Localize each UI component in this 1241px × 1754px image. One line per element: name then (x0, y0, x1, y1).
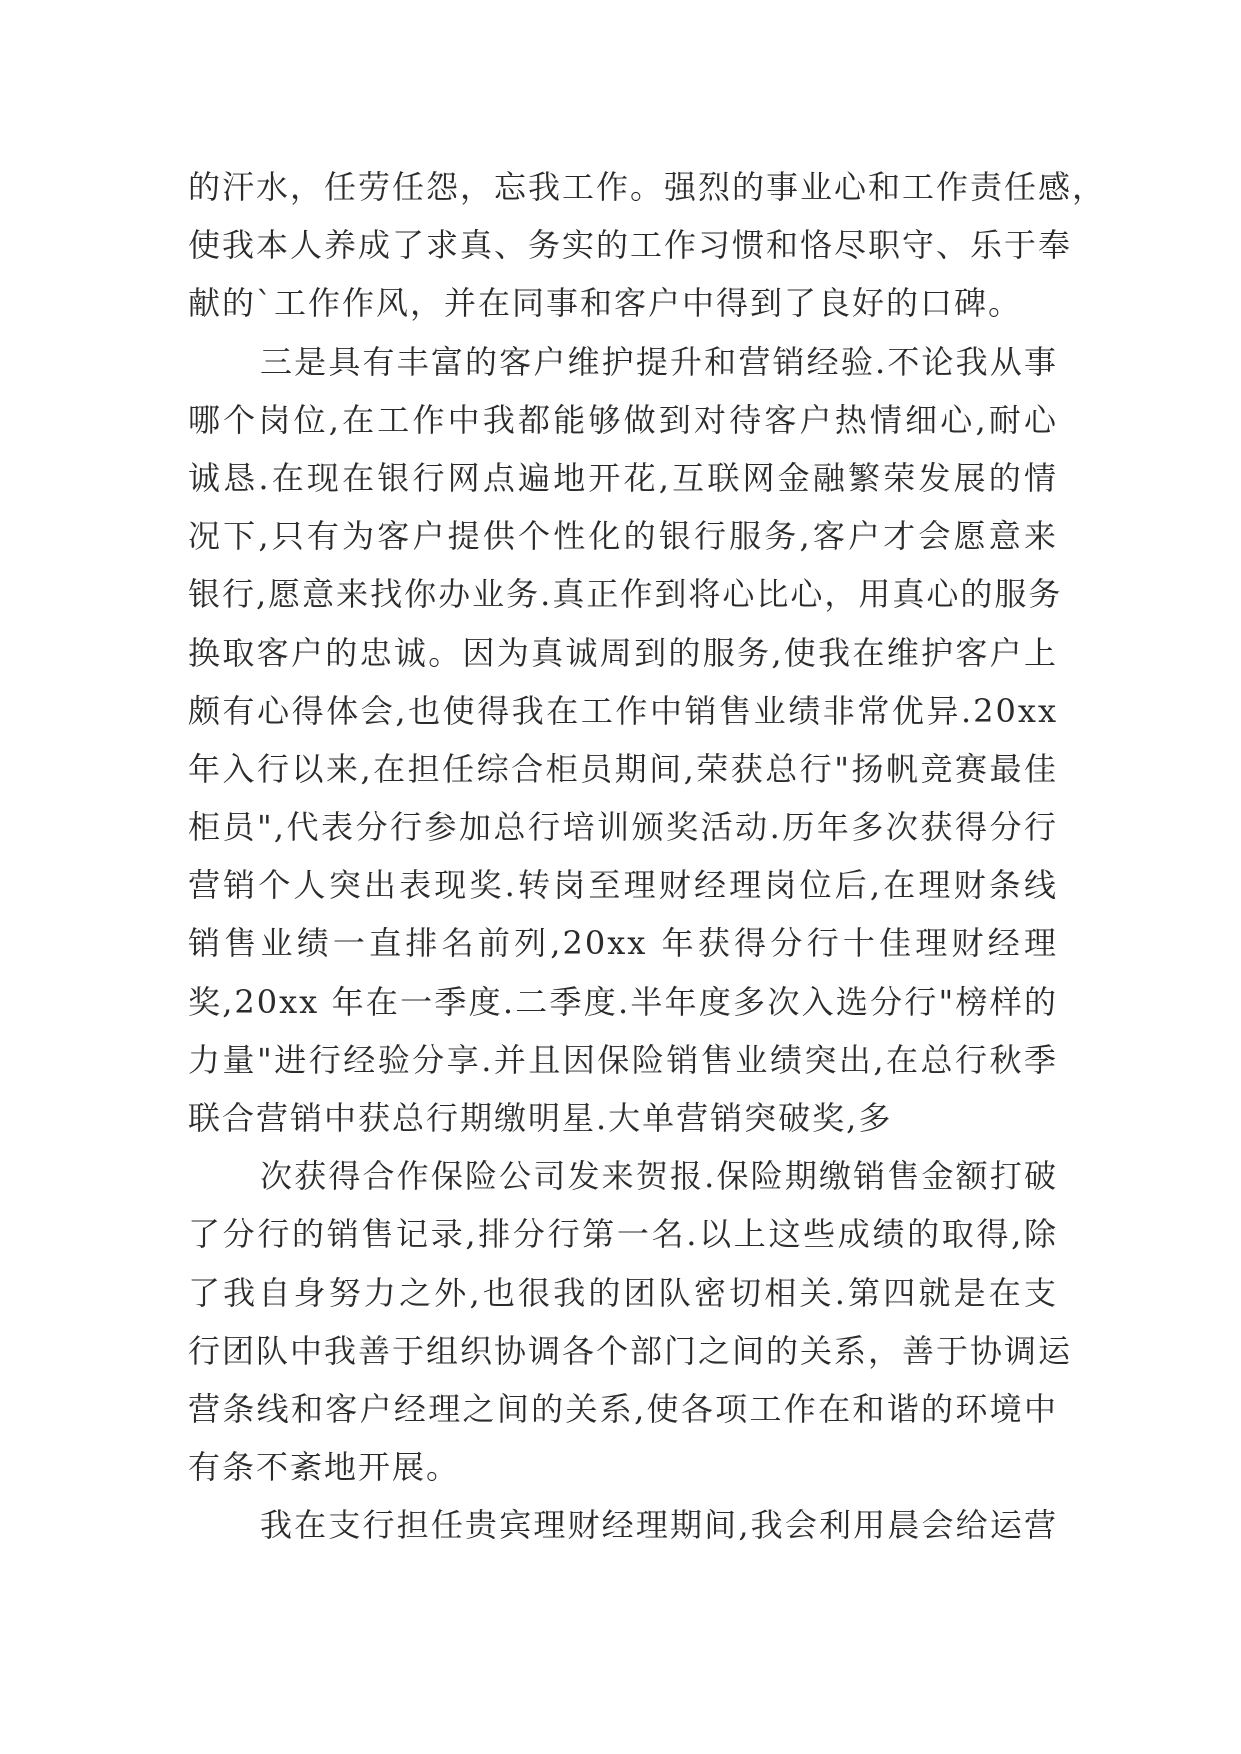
text-line: 颇有心得体会,也使得我在工作中销售业绩非常优异.20xx (188, 691, 1058, 730)
text-line: 我在支行担任贵宾理财经理期间,我会利用晨会给运营 (260, 1506, 1058, 1545)
text-line: 行团队中我善于组织协调各个部门之间的关系，善于协调运 (188, 1331, 1073, 1370)
text-line: 销售业绩一直排名前列,20xx 年获得分行十佳理财经理 (188, 924, 1058, 963)
text-line: 有条不紊地开展。 (188, 1448, 461, 1487)
text-line: 营销个人突出表现奖.转岗至理财经理岗位后,在理财条线 (188, 866, 1058, 905)
text-line: 次获得合作保险公司发来贺报.保险期缴销售金额打破 (260, 1157, 1058, 1196)
text-line: 联合营销中获总行期缴明星.大单营销突破奖,多 (188, 1099, 893, 1137)
text-line: 献的`工作作风，并在同事和客户中得到了良好的口碑。 (188, 284, 1023, 323)
text-line: 奖,20xx 年在一季度.二季度.半年度多次入选分行"榜样的 (188, 982, 1058, 1021)
text-line: 三是具有丰富的客户维护提升和营销经验.不论我从事 (260, 342, 1058, 381)
text-line: 银行,愿意来找你办业务.真正作到将心比心，用真心的服务 (188, 575, 1063, 614)
text-line: 了我自身努力之外,也很我的团队密切相关.第四就是在支 (188, 1273, 1058, 1312)
text-line: 诚恳.在现在银行网点遍地开花,互联网金融繁荣发展的情 (188, 458, 1058, 497)
text-line: 柜员",代表分行参加总行培训颁奖活动.历年多次获得分行 (188, 808, 1058, 847)
text-line: 营条线和客户经理之间的关系,使各项工作在和谐的环境中 (188, 1389, 1058, 1428)
text-line: 了分行的销售记录,排分行第一名.以上这些成绩的取得,除 (188, 1215, 1058, 1254)
text-line: 哪个岗位,在工作中我都能够做到对待客户热情细心,耐心 (188, 400, 1058, 439)
text-line: 换取客户的忠诚。因为真诚周到的服务,使我在维护客户上 (188, 633, 1058, 672)
text-line: 况下,只有为客户提供个性化的银行服务,客户才会愿意来 (188, 517, 1058, 556)
text-line: 年入行以来,在担任综合柜员期间,荣获总行"扬帆竞赛最佳 (188, 749, 1058, 788)
body-text (188, 158, 1107, 1555)
text-line: 使我本人养成了求真、务实的工作习惯和恪尽职守、乐于奉 (188, 226, 1073, 265)
text-line: 力量"进行经验分享.并且因保险销售业绩突出,在总行秋季 (188, 1040, 1058, 1079)
text-line: 的汗水，任劳任怨，忘我工作。强烈的事业心和工作责任感， (188, 168, 1107, 206)
